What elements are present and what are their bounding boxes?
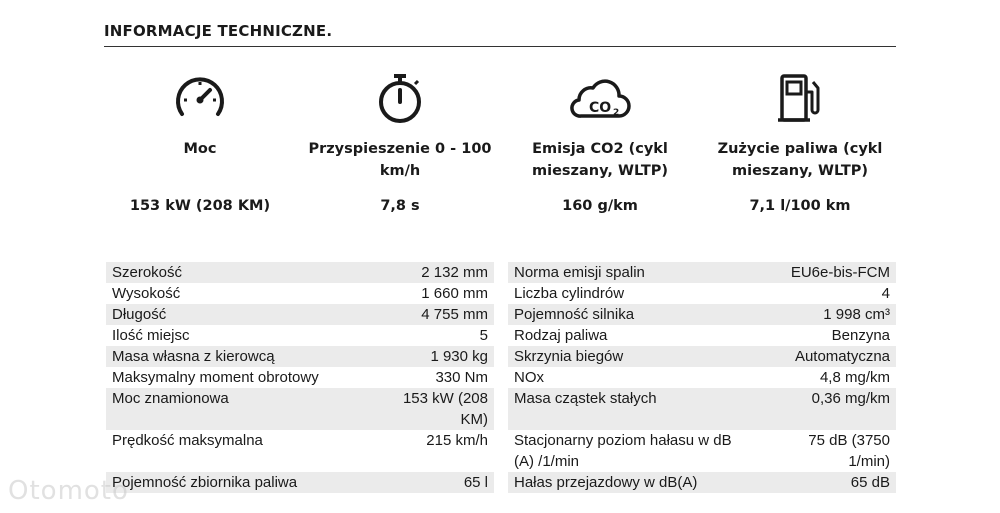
spec-label: Stacjonarny poziom hałasu w dB (A) /1/min — [514, 432, 732, 470]
stat-label: Emisja CO2 (cykl mieszany, WLTP) — [532, 141, 668, 179]
spec-row — [508, 262, 896, 283]
spec-label: Ilość miejsc — [112, 327, 190, 344]
spec-label: Szerokość — [112, 264, 183, 281]
spec-value: 0,36 mg/km — [811, 390, 890, 407]
spec-row — [508, 430, 896, 472]
spec-row — [106, 346, 494, 367]
stat-acceleration — [300, 70, 500, 230]
spec-value: 75 dB (3750 1/min) — [808, 432, 890, 470]
stat-label: Zużycie paliwa (cykl mieszany, WLTP) — [717, 141, 883, 179]
stat-fuel — [700, 70, 900, 230]
spec-row — [106, 283, 494, 304]
stat-label: Moc — [183, 141, 217, 157]
spec-row — [508, 346, 896, 367]
stat-value: 160 g/km — [562, 198, 638, 214]
section-header — [104, 22, 896, 47]
spec-value: 65 dB — [850, 474, 890, 491]
spec-value: 4 — [881, 285, 890, 302]
spec-label: Liczba cylindrów — [514, 285, 625, 302]
spec-value: 1 660 mm — [421, 285, 488, 302]
fuel-pump-icon — [770, 70, 830, 126]
spec-row — [106, 388, 494, 430]
spec-value: 5 — [479, 327, 488, 344]
spec-row — [106, 430, 494, 472]
stat-value: 153 kW (208 KM) — [129, 198, 271, 214]
spec-row — [106, 367, 494, 388]
spec-label: Hałas przejazdowy w dB(A) — [514, 474, 698, 491]
spec-label: Skrzynia biegów — [514, 348, 624, 365]
spec-label: Masa własna z kierowcą — [112, 348, 275, 365]
spec-value: 4,8 mg/km — [819, 369, 890, 386]
spec-value: 1 998 cm³ — [823, 306, 890, 323]
spec-row — [106, 325, 494, 346]
spec-value: 4 755 mm — [421, 306, 488, 323]
spec-label: Moc znamionowa — [112, 390, 229, 407]
stat-power — [100, 70, 300, 230]
spec-row — [508, 325, 896, 346]
co2-cloud-icon — [567, 70, 633, 126]
spec-value: 2 132 mm — [421, 264, 488, 281]
spec-value: 1 930 kg — [430, 348, 488, 365]
spec-label: NOx — [514, 369, 544, 386]
spec-row — [508, 304, 896, 325]
spec-label: Masa cząstek stałych — [514, 390, 657, 407]
specs-table — [106, 262, 896, 493]
stat-value: 7,8 s — [380, 198, 420, 214]
spec-value: EU6e-bis-FCM — [790, 264, 890, 281]
svg-text:2: 2 — [613, 108, 620, 118]
stat-value: 7,1 l/100 km — [749, 198, 851, 214]
watermark: Otomoto — [8, 476, 129, 506]
spec-label: Maksymalny moment obrotowy — [112, 369, 319, 386]
spec-row — [106, 304, 494, 325]
spec-value: 215 km/h — [426, 432, 488, 449]
stat-label: Przyspieszenie 0 - 100 km/h — [308, 141, 492, 179]
spec-value: Benzyna — [831, 327, 890, 344]
spec-row — [508, 283, 896, 304]
spec-row — [508, 367, 896, 388]
spec-row — [106, 262, 494, 283]
key-stats — [100, 70, 900, 230]
stat-co2 — [500, 70, 700, 230]
spec-label: Pojemność silnika — [514, 306, 635, 323]
stopwatch-icon — [370, 70, 430, 126]
spec-label: Prędkość maksymalna — [112, 432, 263, 449]
specs-right-column — [508, 262, 896, 493]
spec-label: Norma emisji spalin — [514, 264, 645, 281]
svg-text:CO: CO — [589, 100, 612, 116]
spec-label: Rodzaj paliwa — [514, 327, 608, 344]
spec-value: 65 l — [463, 474, 488, 491]
spec-row — [508, 472, 896, 493]
spec-row — [508, 388, 896, 430]
section-title: INFORMACJE TECHNICZNE. — [104, 22, 333, 40]
spec-value: Automatyczna — [794, 348, 890, 365]
spec-label: Długość — [112, 306, 167, 323]
specs-left-column — [106, 262, 494, 493]
spec-row — [106, 472, 494, 493]
spec-value: 330 Nm — [435, 369, 488, 386]
spec-label: Wysokość — [112, 285, 181, 302]
speedometer-icon — [170, 70, 230, 126]
spec-label: Pojemność zbiornika paliwa — [112, 474, 298, 491]
spec-value: 153 kW (208 KM) — [402, 390, 488, 428]
